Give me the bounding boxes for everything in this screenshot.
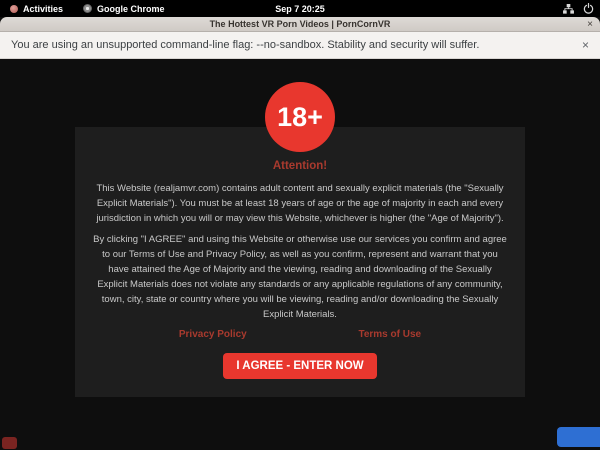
power-icon xyxy=(583,3,594,14)
infobar-close-icon[interactable]: × xyxy=(581,38,589,52)
policy-links-row xyxy=(93,329,507,340)
app-menu-button[interactable] xyxy=(73,0,175,17)
window-title: The Hottest VR Porn Videos | PornCornVR xyxy=(209,19,391,29)
gnome-top-bar xyxy=(0,0,600,17)
attention-heading: Attention! xyxy=(272,160,328,172)
chrome-icon xyxy=(83,4,92,13)
window-close-button[interactable]: × xyxy=(587,19,593,30)
age-18-badge xyxy=(265,82,335,152)
clock-button[interactable] xyxy=(275,0,325,17)
bottom-right-widget-button[interactable] xyxy=(557,427,600,447)
app-menu-label: Google Chrome xyxy=(97,3,165,14)
network-icon xyxy=(563,4,574,14)
privacy-policy-link[interactable]: Privacy Policy xyxy=(178,329,247,340)
age-gate-paragraph-2: By clicking "I AGREE" and using this Website or otherwise use our services you confirm and agree to our Terms of Use and Privacy Policy, as well as you confirm, represent and warrant that you have attained the Age of Majority and the viewing, reading and downloading of the Sexually Explicit Materials does not violate any standards or any applicable regulations of any community, town, city, state or country where you will be viewing, reading and/or downloading the Sexually Explicit Materials. xyxy=(93,234,507,320)
clock-label: Sep 7 20:25 xyxy=(275,3,325,14)
activities-label: Activities xyxy=(23,3,64,14)
bottom-left-widget-button[interactable] xyxy=(2,437,17,449)
system-status-menu[interactable] xyxy=(563,0,594,17)
terms-of-use-link[interactable]: Terms of Use xyxy=(358,329,422,340)
infobar-message: You are using an unsupported command-line flag: --no-sandbox. Stability and security will suffer. xyxy=(11,39,480,51)
activities-indicator-icon xyxy=(10,5,18,13)
page-content xyxy=(0,59,600,450)
agree-enter-button[interactable]: I AGREE - ENTER NOW xyxy=(223,353,376,379)
age-gate-modal xyxy=(75,127,525,397)
age-badge-label: 18+ xyxy=(277,101,323,132)
window-titlebar xyxy=(0,17,600,32)
activities-button[interactable] xyxy=(0,0,73,17)
chrome-infobar xyxy=(0,32,600,59)
age-gate-paragraph-1: This Website (realjamvr.com) contains adult content and sexually explicit materials (the "Sexually Explicit Materials"). You must be at least 18 years of age or the age of majority in each and every jurisdiction in which you will or may view this Website, whichever is higher (the "Age of Majority"). xyxy=(96,183,504,224)
